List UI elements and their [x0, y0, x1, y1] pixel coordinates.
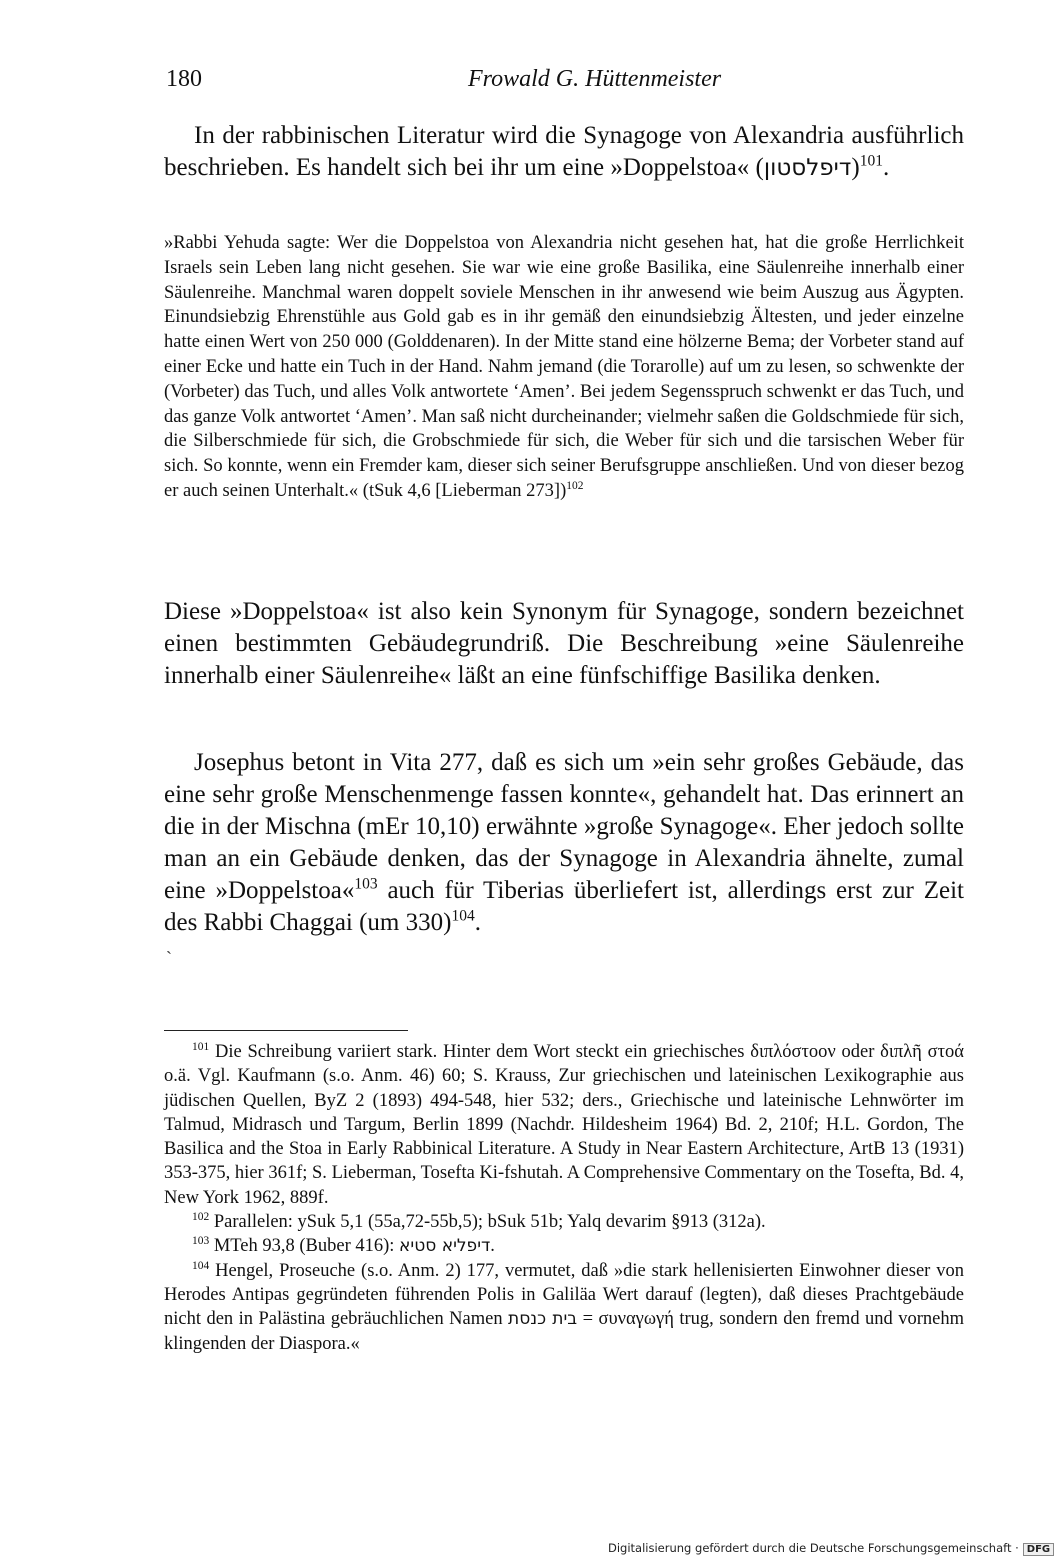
hebrew-term-diplaston: דיפלסטון: [763, 155, 852, 181]
paragraph-1-text: In der rabbinischen Literatur wird die Synagoge von Alexandria ausführlich beschrieben. Es handelt sich bei ihr um eine »Doppelstoa« (: [164, 122, 964, 181]
paragraph-3-text-a: Josephus betont in Vita 277, daß es sich um »ein sehr großes Gebäude, das eine sehr große Menschenmenge fassen konnte«, gehandelt hat. Das erinnert an die in der Mischna (mEr 10,10) erwähnte »große Synagoge«. Eher jedoch sollte man an ein Gebäude denken, das der Synagoge in Alexandria ähnelte, zumal eine »Doppelstoa«: [164, 749, 964, 904]
quote-text: »Rabbi Yehuda sagte: Wer die Doppelstoa von Alexandria nicht gesehen hat, hat die große Herrlichkeit Israels sein Leben lang nicht gesehen. Sie war wie eine große Basilika, eine Säulenreihe innerhalb einer Säulenreihe. Manchmal waren doppelt soviele Menschen in ihr anwesend wie beim Auszug aus Ägypten. Einundsiebzig Ehrenstühle aus Gold gab es in ihr gemäß den einundsiebzig Ältesten, und jeder einzelne hatte einen Wert von 250 000 (Golddenaren). In der Mitte stand eine hölzerne Bema; der Vorbeter stand auf einer Ecke und hatte ein Tuch in der Hand. Nahm jemand (die Torarolle) auf um zu lesen, so schwenkte der (Vorbeter) das Tuch, und alles Volk antwortete ‘Amen’. Bei jedem Segensspruch schwenkt er das Tuch, und das ganze Volk antwortet ‘Amen’. Man saß nicht durcheinander; vielmehr saßen die Goldschmiede für sich, die Silberschmiede für sich, die Grobschmiede für sich, die Weber für sich und die tarsischen Weber für sich. So konnte, wenn ein Fremder kam, dieser sich seiner Berufsgruppe anschließen. Und von dieser bezog er auch seinen Unterhalt.« (tSuk 4,6 [Lieberman 273]): [164, 233, 964, 501]
hebrew-term-beit-knesset: בית כנסת: [508, 1309, 578, 1330]
paragraph-1: [164, 120, 964, 184]
footnotes: [164, 1040, 964, 1356]
running-head: Frowald G. Hüttenmeister: [468, 66, 722, 92]
paragraph-1-close: ): [851, 154, 860, 181]
page-header: [166, 66, 966, 98]
page-number: 180: [166, 66, 202, 92]
footnote-number: 103: [192, 1235, 210, 1248]
dfg-logo-icon: DFG: [1023, 1543, 1054, 1556]
hebrew-term-dipleia-stia: דיפליא סטיא: [399, 1236, 491, 1257]
footnote-104: [164, 1259, 964, 1356]
footnote-ref-104[interactable]: 104: [451, 907, 475, 925]
footnote-text: MTeh 93,8 (Buber 416):: [209, 1236, 400, 1257]
footnote-101: [164, 1040, 964, 1210]
footnote-ref-102[interactable]: 102: [566, 479, 584, 492]
footnote-text: Hengel, Proseuche (s.o. Anm. 2) 177, vermutet, daß »die stark hellenisierten Einwohner dieser von Herodes Antipas gegründeten führenden Polis in Galiläa Wert darauf (legten), daß dieses Prachtgebäude nicht den in Palästina gebräuchlichen Namen: [164, 1260, 964, 1330]
footnote-end: .: [490, 1236, 495, 1257]
footnote-rule: [164, 1030, 408, 1031]
credit-text: Digitalisierung gefördert durch die Deutsche Forschungsgemeinschaft ·: [608, 1541, 1019, 1555]
block-quote-tosefta: [164, 231, 964, 504]
paragraph-3-end: .: [474, 909, 481, 936]
paragraph-3-text-b: auch für Tiberias überliefert ist, allerdings erst zur Zeit des Rabbi Chaggai (um 330): [164, 877, 964, 936]
footnote-text-end: = συναγωγή trug, sondern den fremd und vornehm klingenden der Diaspora.«: [164, 1309, 964, 1354]
paragraph-3: [164, 747, 964, 939]
footnote-ref-103[interactable]: 103: [354, 875, 378, 893]
footnote-ref-101[interactable]: 101: [859, 152, 883, 170]
stray-mark: `: [166, 948, 172, 968]
footnote-text: Die Schreibung variiert stark. Hinter dem Wort steckt ein griechisches διπλόστοον oder διπλῆ στοά o.ä. Vgl. Kaufmann (s.o. Anm. 46) 60; S. Krauss, Zur griechischen und lateinischen Lexikographie aus jüdischen Quellen, ByZ 2 (1893) 494-548, hier 532; ders., Griechische und lateinische Lehnwörter im Talmud, Midrasch und Targum, Berlin 1899 (Nachdr. Hildesheim 1964) Bd. 2, 210f; H.L. Gordon, The Basilica and the Stoa in Early Rabbinical Literature. A Study in Near Eastern Architecture, ArtB 13 (1931) 353-375, hier 361f; S. Lieberman, Tosefta Ki-fshutah. A Comprehensive Commentary on the Tosefta, Bd. 4, New York 1962, 889f.: [164, 1042, 964, 1208]
footnote-number: 101: [192, 1040, 210, 1053]
paragraph-2: Diese »Doppelstoa« ist also kein Synonym für Synagoge, sondern bezeichnet einen bestimmten Gebäudegrundriß. Die Beschreibung »eine Säulenreihe innerhalb einer Säulenreihe« läßt an eine fünfschiffige Basilika denken.: [164, 598, 964, 689]
footnote-102: [164, 1210, 964, 1234]
footnote-number: 102: [192, 1210, 210, 1223]
paragraph-1-end: .: [882, 154, 890, 181]
footnote-number: 104: [192, 1259, 210, 1272]
digitization-credit: [608, 1541, 1054, 1556]
footnote-text: Parallelen: ySuk 5,1 (55a,72-55b,5); bSuk 51b; Yalq devarim §913 (312a).: [209, 1212, 766, 1233]
footnote-103: [164, 1234, 964, 1258]
